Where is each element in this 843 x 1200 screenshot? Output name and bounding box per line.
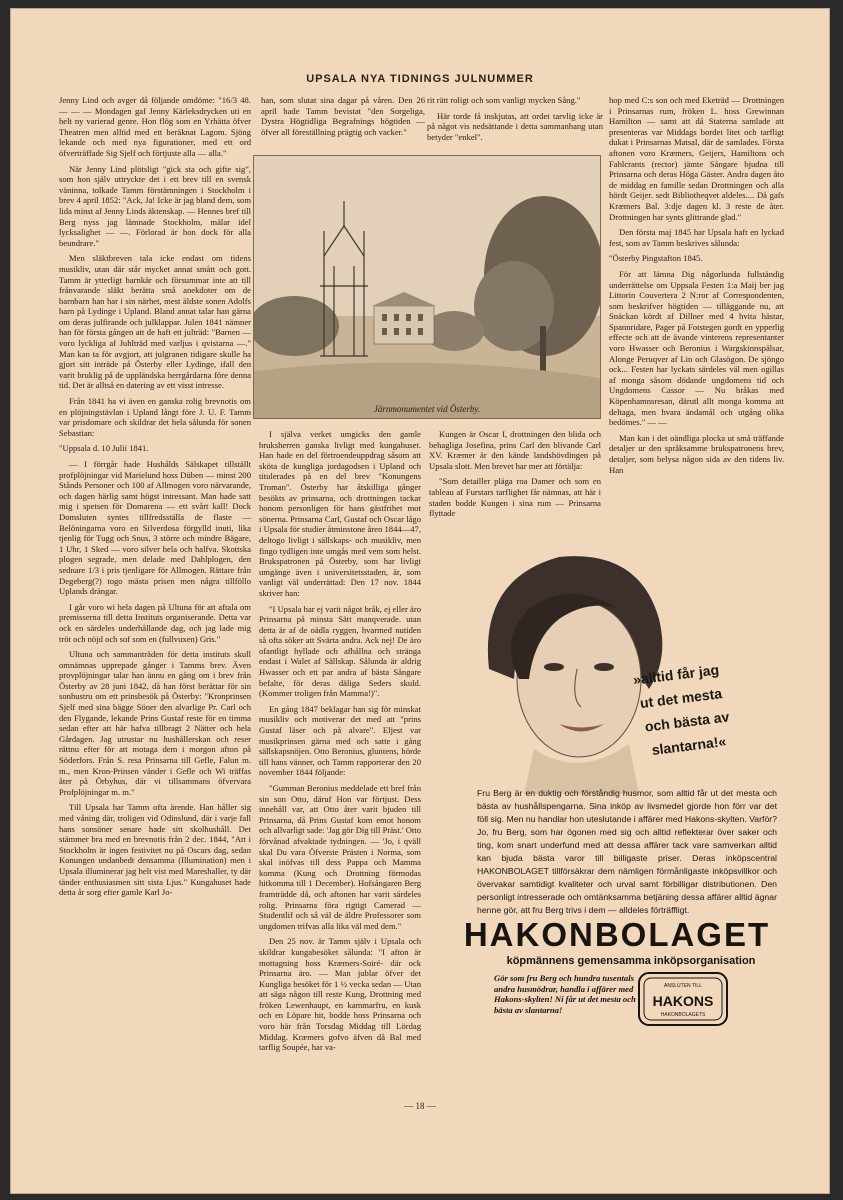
ad-quote-line: »alltid får jag [632, 661, 720, 688]
photo-caption: Järnmonumentet vid Österby. [373, 404, 481, 414]
paragraph: han, som slutat sina dagar på våren. Den 26 april hade Tamm bevistat "den Sorgeliga, Dystra Högtidliga Begrafnings högtiden — öfver all föreställning prägtig och vacker." [261, 95, 425, 137]
ad-tagline: köpmännens gemensamma inköpsorganisation [506, 955, 756, 967]
ad-quote-line: och bästa av [643, 708, 731, 735]
paragraph: Ultuna och sammanträden för detta instituts skull omnämnas upprepade gånger i Tamms brev. Även provplöjningar talar han ännu en gång om i brev från Österby av 28 juni 1842, då han först berättar för sin sonhustru om ett prinsbesök på Österby: "Kronprinsen Sjelf med sina bägge Söner den alvarlige Pr. Carl och den Flygande, lekande Prins Gustaf reste för en timma sedan efter att här hafva tillbragt 2 Nätter och hela Gårdagen. Jag utrustar nu hushållerskan och reser rättnu efter för att motaga dem i morgon afton på Söderfors. Från S. resa Prinsarna till Gefle, Falun m. m., men Kron-Prinsen vänder i Gefle och Wi träffas åter på Örbyhus, där vi tillsammans öfvervara Profplöjningar m. m." [59, 649, 251, 797]
paragraph: I själva verket umgicks den gamle bruksherren ganska livligt med kungahuset. Han hade en del förtroendeuppdrag såsom att sköta de kungliga jordagodsen i Upland och titulerades på en del brev "Konungens Troman". Österby har åtskilliga gånger besökts av prinsarna, och drottningen tackar honom personligen för hans gästfrihet mot sönerna. Prinsarna Carl, Gustaf och Oscar lågo i Upsala för studier åtminstone åren 1844—47, deltogo livligt i sällskaps- och musikliv, men fingo tydligen inte umgås med vem som helst. Brukspatronen på Österby, som har livligt umgänge även i universitetsstaden, är, som vanligt väl underrättad: Den 17 nov. 1844 skriver han: [259, 429, 421, 598]
hakonbolaget-advertisement [419, 539, 783, 1018]
monument-illustration [254, 156, 600, 418]
newspaper-page [10, 8, 830, 1194]
page-header: UPSALA NYA TIDNINGS JULNUMMER [306, 73, 534, 85]
page-number: — 18 — [404, 1101, 436, 1111]
ad-slogan: Gör som fru Berg och hundra tusentals andra husmödrar, handla i affärer med Hakons-skylten! Ni får ut det mesta och bästa av slantarna! [494, 973, 636, 1015]
hakons-sign-icon [635, 969, 731, 1029]
ad-brand-name: HAKONBOLAGET [463, 916, 771, 953]
paragraph: hop med C:s son och med Eketräd — Drottningen i Prinsarnas rum, fröken L. hoss Grewinnan Hamilton — samt att då Staterna samlade att presenteras var Middags bordet litet och tarfligt dukat i Prinsarnas Matsal, där de samlades. Första aftonen voro Kræmers, Geijers, Hamiltons och Fahlcrants (rector) jämte Sångare bjudna till Prinsarna och deras Höga Gäster. Andra dagen åto de middag en famille sedan Drottningen och alla hördt Geijer. sedt Bibliotheqvet aldeles.... Då gafs Kræmers Bal. 3:dje dagen kl. 3 reste de åter. Drottningen har synts glittrande glad." [609, 95, 784, 222]
column-3-bottom [429, 429, 601, 524]
ad-quote-line: slantarna!« [650, 732, 727, 758]
ad-quote-line: ut det mesta [639, 685, 723, 712]
paragraph: Men släktbreven tala icke endast om tidens musikliv, utan där står mycket annat smått och gott. Tamm är ytterligt barnkär och försummar inte att till frånvarande släkt berätta små anekdoter om de barnbarn han har i sin närhet, mest äldste sonen Adolfs barn på Lydinge i Upland. Bland annat talar han gärna om deras julfirande och julklappar. Julen 1841 nämner han för första gången att de haft ett julträd: "Barnen — voro lyckliga af Juhlträd med varljus i qvistarna —." Man kan ta för avgjort, att julgranen tidigare skulle ha gjort sitt inträde på Österby eller Lydinge, ifall den varit bruklig på de uppländska herrgårdarna före denna tid. Det är alltså en datering av ett visst intresse. [59, 253, 251, 391]
paragraph: I går voro wi hela dagen på Ultuna för att aftala om premisserna till detta Instituts organiserande. Detta var ock en särdeles underhållande dag, och jag lade mig tröt och nöjd och sof som en (fullvuxen) Gris." [59, 601, 251, 644]
paragraph: "I Upsala har ej varit något bråk, ej eller äro Prinsarna på minsta Sätt manqverade. utan detta är af de oädla ryggen, hvarmed nutiden så ofta söker att Svärta andra. Ack nej! De äro ofantligt hyllade och afhållna och stränga endast i Walet af Sällskap. Sålunda är aldrig Hwasser och ett par andra af bästa Sångare befalte, för deras däliga Seders skuld. (Kommer troligen från Mamma!)". [259, 603, 421, 699]
column-4 [609, 95, 784, 480]
column-2-top [261, 95, 425, 142]
paragraph: "Österby Pingstafton 1845. [609, 253, 703, 264]
paragraph: Kungen är Oscar I, drottningen den blida och behagliga Josefina, prins Carl den blivande Carl XV. Kræmer är den kände landshövdingen på Upsala slott. Men brevet har mer att förtälja: [429, 429, 601, 471]
column-1 [59, 95, 251, 903]
ad-body-text: Fru Berg är en duktig och förståndig husmor, som alltid får ut det mesta och bästa av hushållspengarna. Sina inköp av livsmedel gjorde hon förr var det föll sig. Men nu handlar hon uteslutande i affärer med Hakons-skylten. Varför? Jo, fru Berg, som har ögonen med sig och alltid reflekterar över saker och ting, kom snart underfund med att dessa affärer tack vare samverkan alltid kan bjuda bästa varor till billigaste priser. Deras inköpscentral HAKONBOLAGET tillförsäkrar dem nämligen förmånligaste inköpsvillkor och övervakar samtidigt kvaliteter och urval samt förbilligar distributionen. Den personligt intresserade och omtänksamma betjäning dessa affärer alltid ägnar henne gör, att fru Berg trivs i dem — alldeles förträffligt. [477, 788, 777, 915]
paragraph: Till Upsala har Tamm ofta ärende. Han håller sig med våning där, troligen vid Odinslund, där i varje fall hans sonsöner senare hade sitt skolhushåll. Det stämmer bra med en brevnotis från 2 dec. 1844, "Att i Stockholm är ingen festivitet nu på Oscars dag, sedan Konungen undanbedt densamma (Illumination) men i Upsala illuminerar jag helt vist med Mareshaller, ty där tänder enthusiasmen sitt sista Ljus." Kungahuset hade detta år sorg efter gamle Karl Jo- [59, 802, 251, 898]
paragraph: För att lämna Dig någorlunda fullständig underrättelse om Uppsala Festen 1:a Maij ber jag Littorin Couvertera 2 N:ror af Correspondenten, som beskrifver högtiden — tilläggande nu, att Snäckan kördt af Dillner med 4 hvita hästar, Spannridare, Pager på Fotstegen gordt en ypperlig effecte och att de ävande vinterens representanter voro Hwasser och Beronius i Wargskinnspälsar, Alonge Peruqver af Lin och Glasögon. De sjöngo ock... Festen har lyckats särdeles väl men ogillas af monga såsom dödande ungdomens tid och Ungdomens Cassor — Nu bråkas med Köpenhamnsresan, därutl allt monga komma att deltaga, men hvara ändamål och utgång olika bedömes." — — [609, 268, 784, 428]
paragraph: "Uppsala d. 10 Julii 1841. [59, 443, 149, 454]
logo-bottom: HAKONBOLAGETS [660, 1012, 706, 1018]
paragraph: "Som detailler pläga roa Damer och som en tableau af Furstars tarflighet får nämnas, att här i staden bodde Kungen i sina rum — Prinsarna flyttade [429, 476, 601, 519]
ad-quote [632, 651, 783, 763]
paragraph: Den 25 nov. är Tamm själv i Upsala och skildrar kungabesöket sålunda: "I afton är mottagning hoss Kræmers-Soiré- där ock Prinsarna äro. — Man jublar öfver det Kungliga besöket för 1 ½ vecka sedan — Utan att säga någon till reste Kung, Drottning med fröken Lewenhaupt, en kammarfru, en kusk och en Löpare hit, bodde hoss Prinsarna och voro här från Torsdag Middag till Lördag Middag. Kræmers gofvo äfven då Bal med tarflig Soupée, har va- [259, 936, 421, 1053]
paragraph: Den första maj 1845 har Upsala haft en lyckad fest, som av Tamm beskrives sålunda: [609, 227, 784, 248]
paragraph: "Gumman Beronius meddelade ett bref från sin son Otto, däruf Hon var förtjust. Dess innehåll var, att Otto åter varit bjuden till Prinsarna, då Prins Gustaf kom emot honom och allvarligt sade: 'Jag gör Dig till Präst.' Otto förvånad afvaktade tydningen. — 'Jo, i qväll skal Du vara Öfverste Prästen i Norma, som skal inöfvas till dess Pappa och Mamma komma (Kung och Drottning förmodas hitkomma till 1 December). Hofsångaren Berg framträdde då, och aftonen har varit särdeles rolig. Prinsarna föra rigtigt Camerad — Studentlif och så väl de äldre Professorer som ungdomen trifvas alla lika väl med dem." [259, 783, 421, 931]
paragraph: Jenny Lind och avger då följande omdöme: "16/3 48. — — — Mondagen gaf Jenny Kärleksdrycken uti en helt ny varierad genre. Hon flög som en Yrhätta öfver Theatren men alltid med ett beräknat Lagom. Sjöng lekande och med nya figurationer, med ett ord öfverträffade Sig Sjelf och förtjuste alla — alla." [59, 95, 251, 158]
logo-top: ANSLUTEN TILL [664, 983, 702, 989]
paragraph: — I förrgår hade Hushålds Sälskapet tillställt profplöjningar vid Marielund hoss Düben — minst 200 Stånds Personer och 100 af Allmogen voro närvarande, och dagen härlig samt högst intressant. Man hade satt mig i spetsen för Domarena — ett svårt kall! Dock Domsluten syntes tillfredsställa de flaste — Belöningarna voro en Silverdosa förgylld inuti, lika tjenlig för Tugg och Snus, 3 större och mindre Bägare, 1 Uhr, 1 Sked — voro silver hela och halfva. Skottska plogen segrade, men delade med Dahlplogen, den sednare 1/3 i pris tjenligare för Allmogen. Rättare från Degeberg(?) togo mästa prisen men några tillföllo Uplands drängar. [59, 459, 251, 597]
paragraph: Från 1841 ha vi även en ganska rolig brevnotis om en plöjningstävlan i Upland långt före J. U. F. Tamm var prisdomare och skildrar det hela sålunda för sonen Sebastian: [59, 396, 251, 438]
paragraph: När Jenny Lind plötsligt "gick sta och gifte sig", som hon själv uttryckte det i ett brev till en svensk väninna, tolkade Tamm förstämningen i Stockholm i brev 4 april 1852: "Ack, Ja! Icke är jag bland dem, som lida minst af Jenny Linds äktenskap. — Hennes bref till Berg nyss jag lämnade Stockholm, mälar idel lycksalighet — —. Förlorad är hon dock för alla beundrare." [59, 163, 251, 248]
logo-text: HAKONS [652, 993, 714, 1009]
paragraph: Man kan i det oändliga plocka ut små träffande detaljer ur den språksamme brukspatronens brev, detaljer, som belysa någon sida av den tidens liv. Han [609, 432, 784, 475]
paragraph: rit rätt roligt och som vanligt mycken Sång." [427, 95, 581, 105]
column-2-bottom [259, 429, 421, 1058]
monument-photo [253, 155, 601, 419]
hakons-logo [635, 969, 731, 1029]
column-3-top [427, 95, 603, 147]
paragraph: Här torde få inskjutas, att ordet tarvlig icke är på något vis nedsättande i detta sammanhang utan betyder "enkel". [427, 110, 603, 142]
paragraph: En gång 1847 beklagar han sig för minskat musikliv och motiverar det med att "prins Gustaf läser och på alvare". Eljest var musikprinsen gärna med och satte i gång sällskapsnöjen. Otto Beronius, gluntens, hörde till hans vänner, och Tamm rapporterar den 20 november 1844 följande: [259, 703, 421, 778]
